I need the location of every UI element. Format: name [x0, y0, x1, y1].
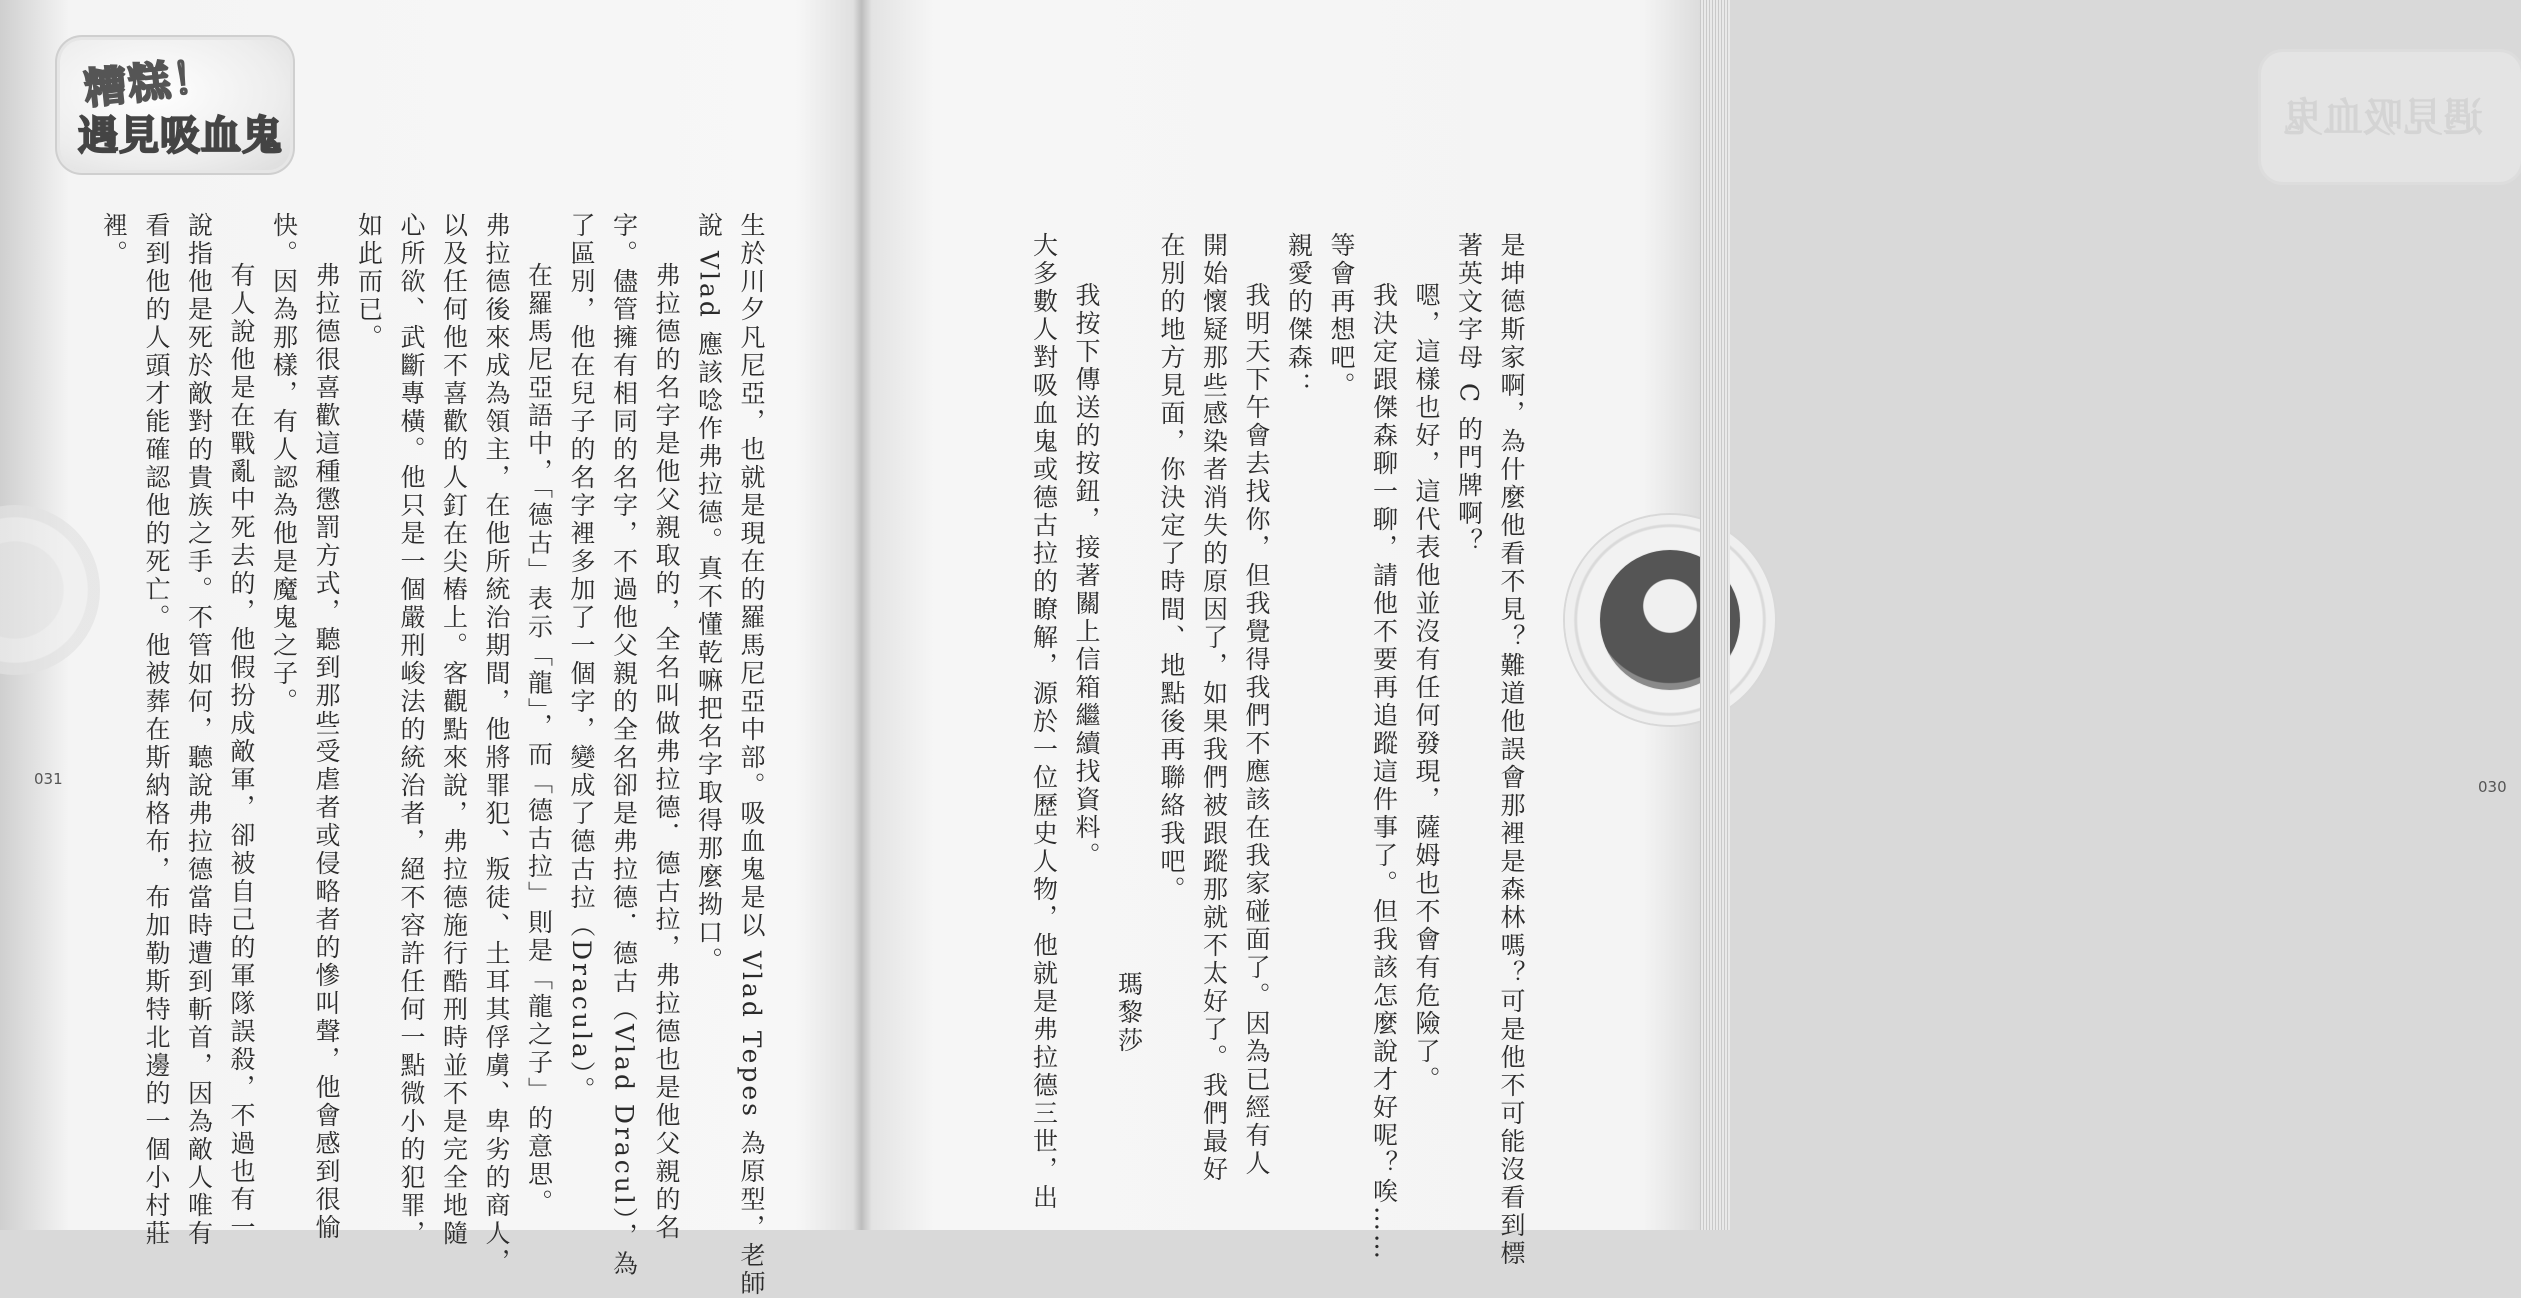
text-line: 有人說他是在戰亂中死去的，他假扮成敵軍，卻被自己的軍隊誤殺，不過也有一 [227, 262, 256, 1242]
letter-line: 開始懷疑那些感染者消失的原因了，如果我們被跟蹤那就不太好了。我們最好 [1199, 232, 1229, 1184]
text-line: 弗拉德很喜歡這種懲罰方式，聽到那些受虐者或侵略者的慘叫聲，他會感到很愉 [312, 262, 341, 1242]
left-page [0, 0, 862, 1298]
left-page-text [92, 212, 772, 1298]
text-line: 在羅馬尼亞語中，「德古」表示「龍」，而「德古拉」則是「龍之子」的意思。 [524, 262, 554, 1217]
text-line: 說 Vlad 應該唸作弗拉德。真不懂乾嘛把名字取得那麼拗口。 [694, 212, 724, 975]
text-line: 等會再想吧。 [1327, 232, 1356, 400]
letter-line: 我明天下午會去找你，但我覺得我們不應該在我家碰面了。因為已經有人 [1242, 282, 1271, 1178]
text-line: 我按下傳送的按鈕，接著關上信箱繼續找資料。 [1072, 282, 1101, 870]
right-page-text [1022, 232, 1532, 1268]
text-line: 大多數人對吸血鬼或德古拉的瞭解，源於一位歷史人物，他就是弗拉德三世，出 [1029, 232, 1059, 1212]
text-line: 了區別，他在兒子的名字裡多加了一個字，變成了德古拉（Dracula）。 [567, 212, 596, 1105]
logo-line-1: 糟糕！ [82, 51, 219, 114]
page-number: 030 [2478, 778, 2507, 796]
text-line: 著英文字母 C 的門牌啊？ [1454, 232, 1484, 557]
letter-signature: 瑪黎莎 [1114, 970, 1144, 1055]
text-line: 以及任何他不喜歡的人釘在尖樁上。客觀點來說，弗拉德施行酷刑時並不是完全地隨 [439, 212, 469, 1248]
book-logo [60, 40, 290, 170]
letter-salutation: 親愛的傑森： [1284, 232, 1314, 400]
text-line: 是坤德斯家啊，為什麼他看不見？難道他誤會那裡是森林嗎？可是他不可能沒看到標 [1497, 232, 1526, 1268]
text-line: 如此而已。 [354, 212, 384, 352]
logo-line-2: 遇見吸血鬼 [78, 113, 283, 159]
text-line: 生於川夕凡尼亞，也就是現在的羅馬尼亞中部。吸血鬼是以 Vlad Tepes 為原型，老師 [737, 212, 766, 1298]
show-through-logo [2261, 52, 2521, 182]
text-line: 嗯，這樣也好，這代表他並沒有任何發現，薩姆也不會有危險了。 [1412, 282, 1441, 1094]
text-line: 說指他是死於敵對的貴族之手。不管如何，聽說弗拉德當時遭到斬首，因為敵人唯有 [184, 212, 214, 1248]
text-line: 弗拉德後來成為領主，在他所統治期間，他將罪犯、叛徒、土耳其俘虜、卑劣的商人， [482, 212, 511, 1276]
decorative-doily-icon [0, 505, 100, 675]
text-line: 心所欲、武斷專橫。他只是一個嚴刑峻法的統治者，絕不容許任何一點微小的犯罪， [397, 212, 426, 1248]
text-line: 字。儘管擁有相同的名字，不過他父親的全名卻是弗拉德．德古（Vlad Dracul），為 [609, 212, 639, 1279]
text-line: 快。因為那樣，有人認為他是魔鬼之子。 [269, 212, 299, 716]
text-line: 裡。 [99, 212, 129, 268]
letter-line: 在別的地方見面，你決定了時間、地點後再聯絡我吧。 [1157, 232, 1186, 904]
text-line: 我決定跟傑森聊一聊，請他不要再追蹤這件事了。但我該怎麼說才好呢？唉…… [1369, 282, 1399, 1262]
page-edges [1700, 0, 1730, 1230]
text-line: 看到他的人頭才能確認他的死亡。他被葬在斯納格布，布加勒斯特北邊的一個小村莊 [142, 212, 171, 1248]
text-line: 弗拉德的名字是他父親取的，全名叫做弗拉德．德古拉，弗拉德也是他父親的名 [652, 262, 681, 1242]
page-number: 031 [34, 770, 63, 788]
show-through-logo-text: 遇見吸血鬼 [2283, 95, 2483, 141]
